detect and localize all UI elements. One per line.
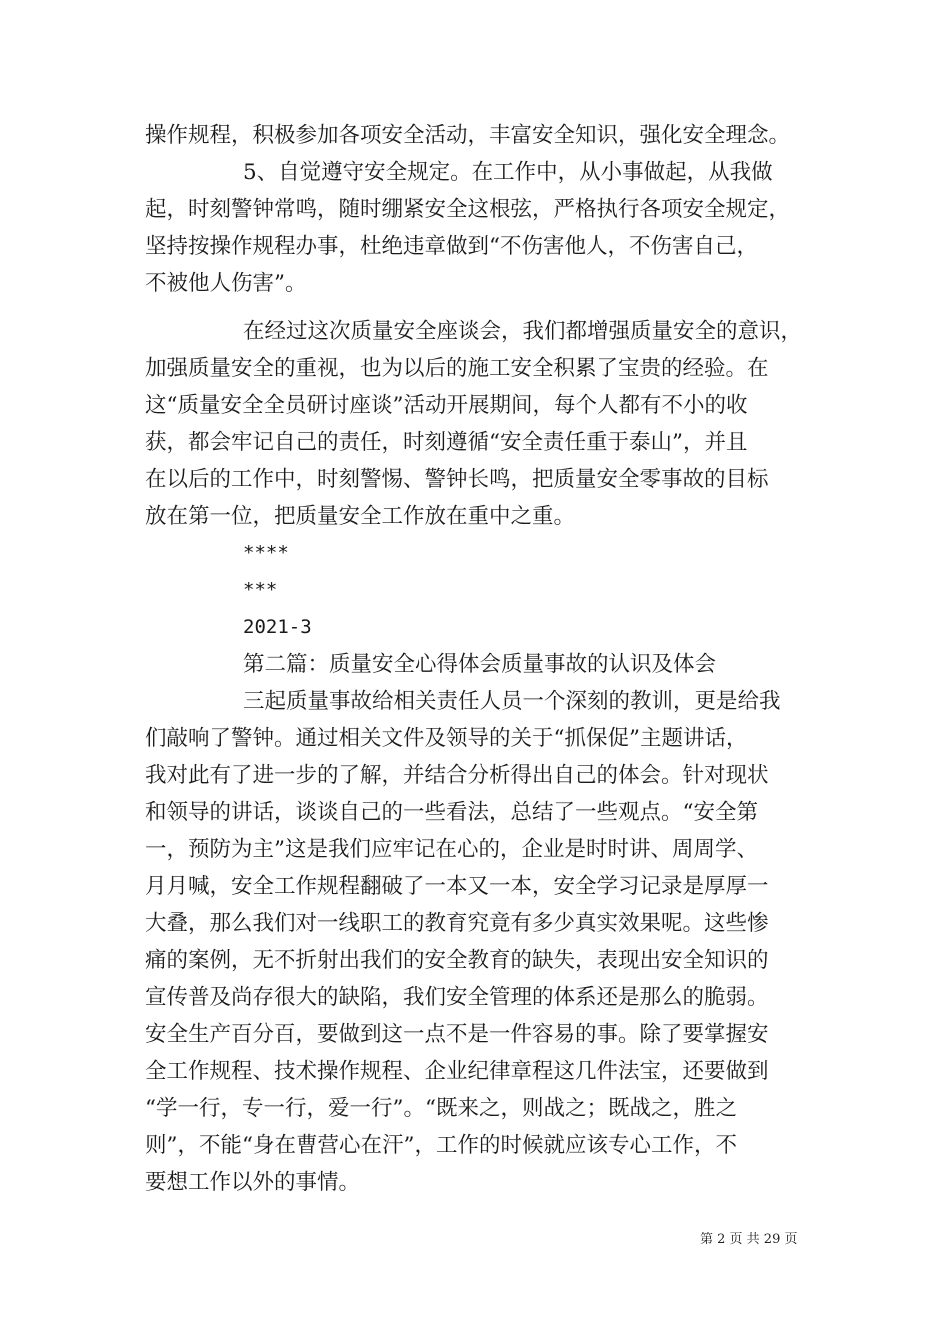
- text-line: 大叠，那么我们对一线职工的教育究竟有多少真实效果呢。这些惨: [145, 911, 769, 936]
- text-line: 放在第一位，把质量安全工作放在重中之重。: [145, 504, 576, 529]
- text-line: 一，预防为主”这是我们应牢记在心的，企业是时时讲、周周学、: [145, 837, 758, 862]
- text-line: 起，时刻警钟常鸣，随时绷紧安全这根弦，严格执行各项安全规定，: [145, 197, 791, 222]
- text-line: 我对此有了进一步的了解，并结合分析得出自己的体会。针对现状: [145, 763, 769, 788]
- text-line: 这“质量安全全员研讨座谈”活动开展期间，每个人都有不小的收: [145, 393, 748, 418]
- paragraph-gap: [145, 302, 825, 313]
- text-line: 要想工作以外的事情。: [145, 1170, 361, 1195]
- text-line: 不被他人伤害”。: [145, 271, 307, 296]
- signature-line: ****: [243, 542, 289, 564]
- text-line: 三起质量事故给相关责任人员一个深刻的教训，更是给我: [243, 689, 781, 714]
- section-heading: 第二篇：质量安全心得体会质量事故的认识及体会: [243, 652, 717, 677]
- text-line: 月月喊，安全工作规程翻破了一本又一本，安全学习记录是厚厚一: [145, 874, 769, 899]
- text-line: 操作规程，积极参加各项安全活动，丰富安全知识，强化安全理念。: [145, 123, 791, 148]
- text-line: 在以后的工作中，时刻警惕、警钟长鸣，把质量安全零事故的目标: [145, 467, 769, 492]
- text-line: 安全生产百分百，要做到这一点不是一件容易的事。除了要掌握安: [145, 1022, 769, 1047]
- document-body: [145, 117, 825, 1201]
- text-line: 宣传普及尚存很大的缺陷，我们安全管理的体系还是那么的脆弱。: [145, 985, 769, 1010]
- text-line: 加强质量安全的重视，也为以后的施工安全积累了宝贵的经验。在: [145, 356, 769, 381]
- text-line: 全工作规程、技术操作规程、企业纪律章程这几件法宝，还要做到: [145, 1059, 769, 1084]
- text-line: 在经过这次质量安全座谈会，我们都增强质量安全的意识，: [243, 319, 803, 344]
- text-line: 们敲响了警钟。通过相关文件及领导的关于“抓保促”主题讲话，: [145, 726, 748, 751]
- page-number: 第 2 页 共 29 页: [700, 1232, 798, 1247]
- text-line: 和领导的讲话，谈谈自己的一些看法，总结了一些观点。“安全第: [145, 800, 758, 825]
- text-line: 则”，不能“身在曹营心在汗”，工作的时候就应该专心工作，不: [145, 1133, 737, 1158]
- text-line: 坚持按操作规程办事，杜绝违章做到“不伤害他人，不伤害自己，: [145, 234, 758, 259]
- text-line: 获，都会牢记自己的责任，时刻遵循“安全责任重于泰山”，并且: [145, 430, 748, 455]
- text-line: 痛的案例，无不折射出我们的安全教育的缺失，表现出安全知识的: [145, 948, 769, 973]
- date-line: 2021-3: [243, 616, 312, 638]
- text-line: 5、自觉遵守安全规定。在工作中，从小事做起，从我做: [243, 160, 773, 185]
- signature-line: ***: [243, 579, 278, 601]
- text-line: “学一行，专一行，爱一行”。“既来之，则战之；既战之，胜之: [145, 1096, 737, 1121]
